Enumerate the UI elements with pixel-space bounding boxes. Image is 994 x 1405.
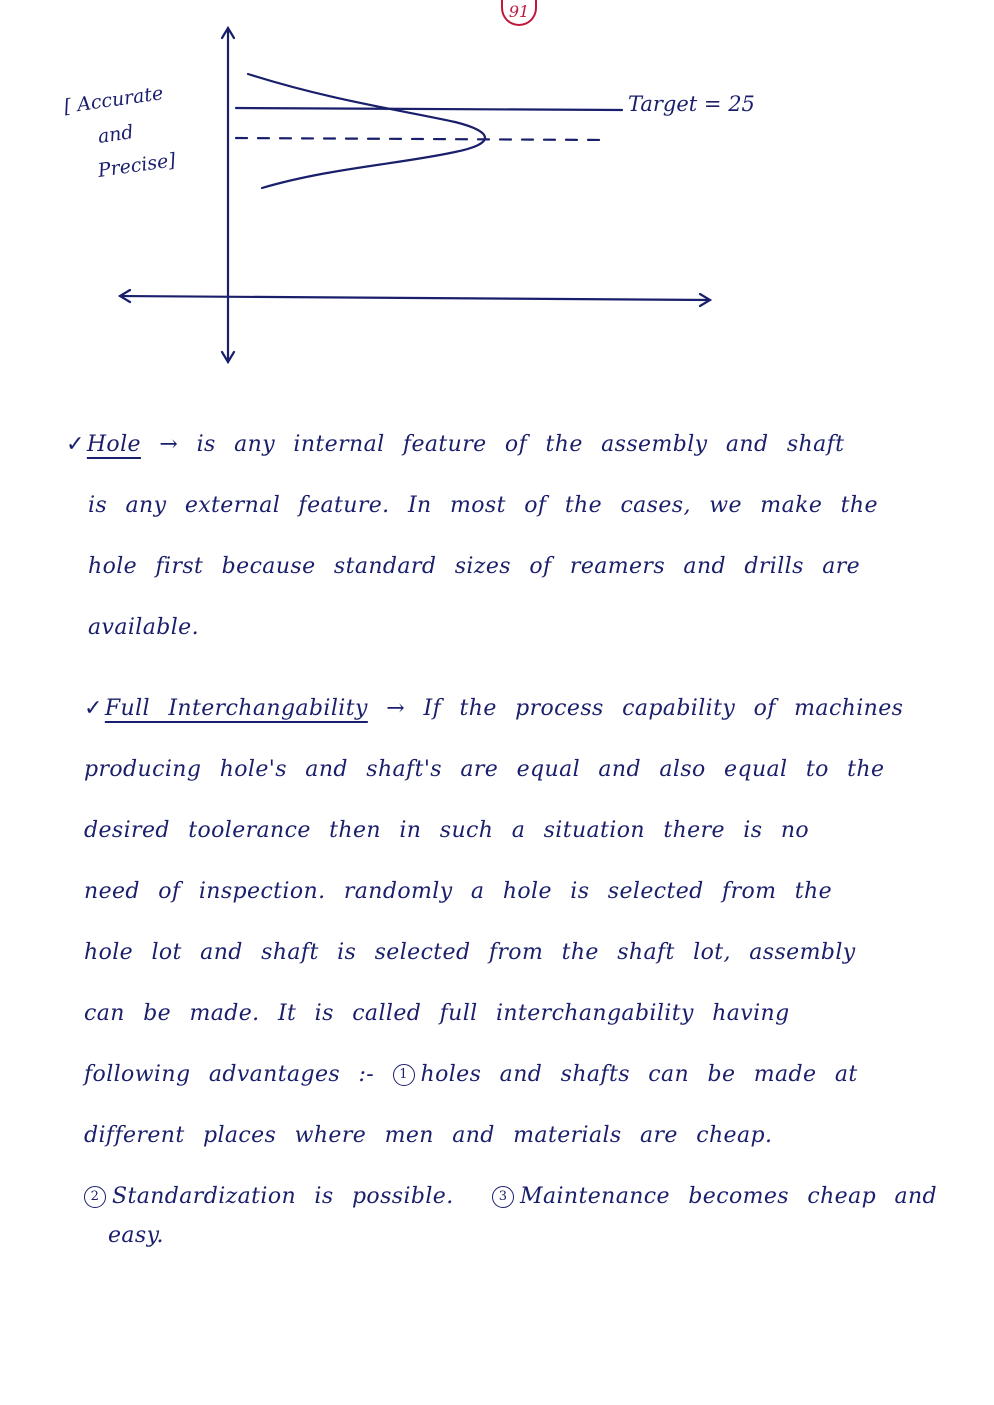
text: Maintenance becomes cheap and — [520, 1184, 938, 1209]
text: If the process capability of machines — [423, 696, 904, 721]
target-line — [236, 108, 622, 110]
advantage-number-3: 3 — [492, 1186, 514, 1208]
distribution-curve — [248, 74, 485, 188]
x-axis — [120, 296, 710, 300]
text: is any internal feature of the assembly and shaft — [196, 432, 845, 457]
mean-dashed-line — [236, 138, 606, 140]
target-label: Target = 25 — [628, 92, 755, 116]
fi-line-5: hole lot and shaft is selected from the shaft lot, assembly — [84, 940, 856, 965]
page-number: 91 — [501, 0, 537, 26]
fi-line-10: easy. — [108, 1223, 164, 1248]
check-mark: ✓ — [66, 432, 85, 457]
fi-line-4: need of inspection. randomly a hole is selected from the — [84, 879, 833, 904]
check-mark: ✓ — [84, 696, 103, 721]
hole-line-3: hole first because standard sizes of reamers and drills are — [88, 554, 861, 579]
diagram-label-line3: Precise] — [96, 149, 178, 182]
hole-line-2: is any external feature. In most of the cases, we make the — [88, 493, 878, 518]
text: Standardization is possible. — [112, 1184, 454, 1209]
fi-line-9 — [84, 1166, 938, 1227]
hole-heading: Hole — [86, 432, 141, 457]
arrow: → — [159, 432, 179, 457]
fi-line-3: desired toolerance then in such a situation there is no — [84, 818, 810, 843]
arrow: → — [386, 696, 406, 721]
fi-line-2: producing hole's and shaft's are equal and also equal to the — [84, 757, 885, 782]
fi-heading: Full Interchangability — [104, 696, 368, 721]
advantage-number-1: 1 — [393, 1064, 415, 1086]
fi-line-1 — [84, 678, 914, 739]
full-interchangability — [84, 678, 938, 1266]
fi-line-7 — [84, 1044, 914, 1105]
text: following advantages :- — [84, 1062, 375, 1087]
hole-definition — [66, 414, 896, 658]
advantage-number-2: 2 — [84, 1186, 106, 1208]
fi-line-8: different places where men and materials are cheap. — [84, 1123, 773, 1148]
diagram-label-line2: and — [96, 121, 135, 148]
text: holes and shafts can be made at — [420, 1062, 858, 1087]
diagram-label-line1: [ Accurate — [62, 82, 165, 118]
fi-line-6: can be made. It is called full interchangability having — [84, 1001, 790, 1026]
hole-line-4: available. — [88, 615, 199, 640]
hole-line-1 — [66, 414, 896, 475]
accurate-precise-diagram — [0, 0, 994, 380]
